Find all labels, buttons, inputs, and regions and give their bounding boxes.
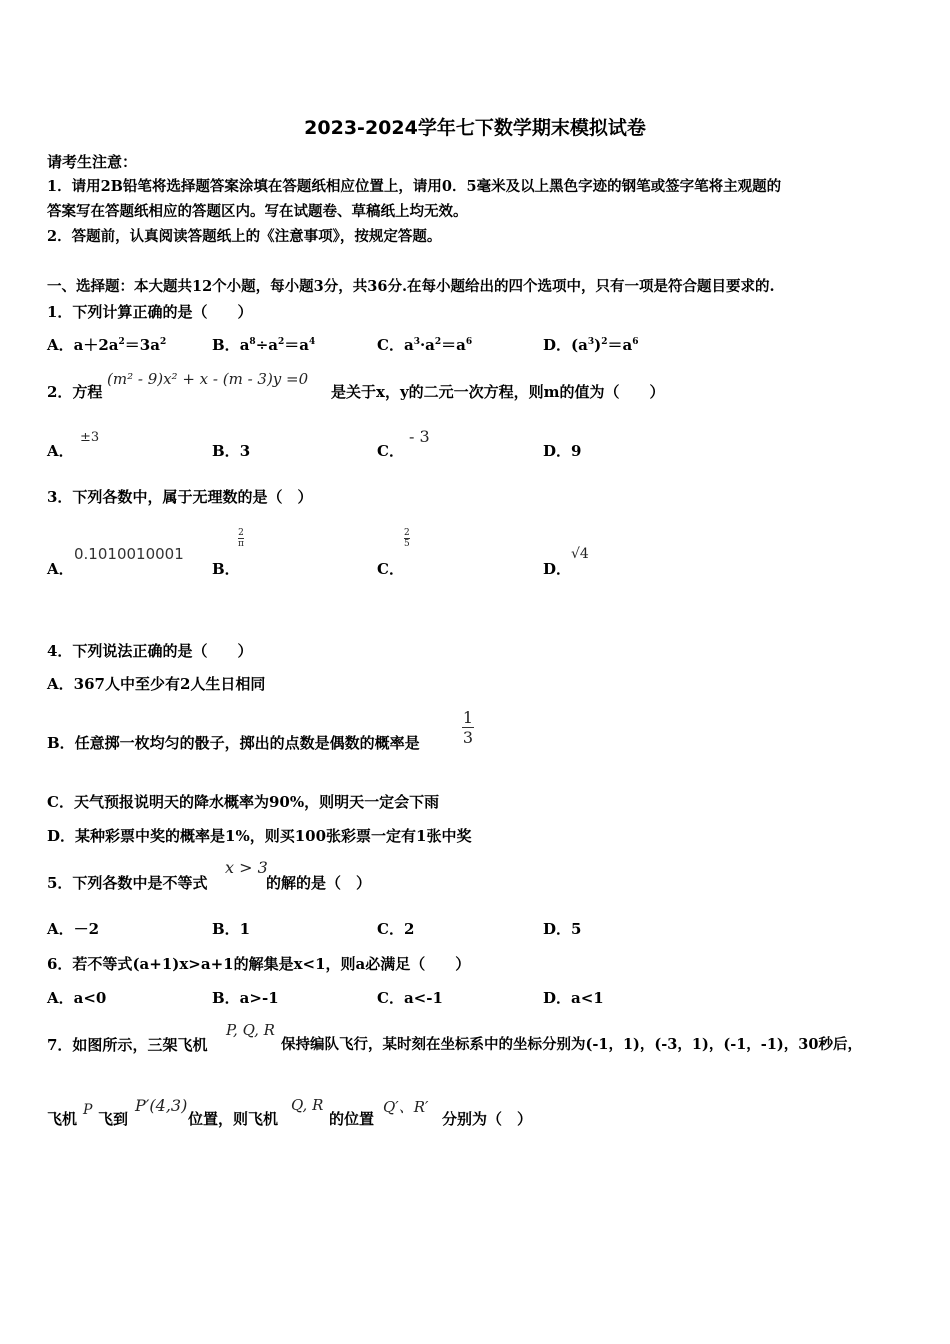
q2-option-a-label[interactable]: A． [47,442,74,460]
question-2-stem-post: 是关于x，y的二元一次方程，则m的值为（ ） [331,383,665,401]
q4-option-b-fraction [462,708,474,747]
q6-option-a[interactable]: A．a<0 [47,989,107,1007]
question-4-stem: 4．下列说法正确的是（ ） [47,642,253,660]
exponent: 6 [465,337,473,347]
option-label: D． [543,442,572,460]
notice-line-1a: 1．请用2B铅笔将选择题答案涂填在答题纸相应位置上，请用0．5毫米及以上黑色字迹的钢笔或签字笔将主观题的 [47,178,782,195]
q7-qr: Q, R [291,1096,324,1114]
q3-option-d-value: √4 [571,546,589,562]
option-text: a [403,336,414,354]
q5-option-c[interactable]: C．2 [377,920,415,938]
q5-option-b[interactable]: B．1 [212,920,251,938]
q2-option-c-value: - 3 [409,427,430,446]
q3-option-d-label[interactable]: D． [543,560,572,578]
q5-option-a[interactable]: A．－2 [47,920,100,938]
option-label: A． [47,336,74,354]
q7-p: P [83,1102,93,1118]
exponent: 2 [118,337,125,347]
option-text: 3 [239,442,251,460]
option-label: B． [212,442,240,460]
denominator: 3 [462,728,474,747]
option-text: 9 [571,442,582,460]
numerator: 1 [462,708,474,727]
q3-option-b-fraction [238,528,244,549]
section-heading: 一、选择题：本大题共12个小题，每小题3分，共36分.在每小题给出的四个选项中，只有一项是符合题目要求的. [47,278,775,295]
q3-option-b-label[interactable]: B． [212,560,240,578]
option-text: a [239,336,250,354]
question-3-stem: 3．下列各数中，属于无理数的是（ ） [47,488,313,506]
question-7-stem-pre: 7．如图所示，三架飞机 [47,1036,208,1054]
option-label: B． [212,336,240,354]
q2-option-b[interactable] [212,441,250,461]
page-title: 2023-2024学年七下数学期末模拟试卷 [304,117,646,139]
q7-qr-prime: Q′、R′ [383,1098,429,1116]
question-7-line2-d: 的位置 [329,1110,375,1128]
notice-line-1b: 答案写在答题纸相应的答题区内。写在试题卷、草稿纸上均无效。 [47,203,468,220]
q2-option-d[interactable] [543,441,581,461]
q4-option-a[interactable]: A．367人中至少有2人生日相同 [47,675,266,693]
question-7-line2-c: 位置，则飞机 [188,1110,279,1128]
option-text: a＋2a [73,336,119,354]
q7-p-prime: P′(4,3) [135,1096,188,1115]
q4-option-c[interactable]: C．天气预报说明天的降水概率为90%，则明天一定会下雨 [47,793,440,811]
denominator: 5 [404,539,410,549]
option-text: (a [571,336,588,354]
numerator: 2 [238,528,244,538]
question-5-stem-pre: 5．下列各数中是不等式 [47,874,208,892]
q5-inequality: x > 3 [225,858,268,877]
denominator: π [238,539,244,549]
exponent: 6 [632,337,639,347]
q2-option-c-label[interactable]: C． [377,442,404,460]
option-text: ÷a [255,336,278,354]
q1-option-a[interactable] [47,335,166,355]
exponent: 2 [277,337,285,347]
notice-line-2: 2．答题前，认真阅读答题纸上的《注意事项》，按规定答题。 [47,228,442,245]
q3-option-c-label[interactable]: C． [377,560,404,578]
question-1-stem: 1．下列计算正确的是（ ） [47,303,253,321]
question-5-stem-post: 的解的是（ ） [266,874,372,892]
question-7-line2-b: 飞到 [98,1110,129,1128]
q3-option-c-fraction [404,528,410,549]
q1-option-c[interactable] [377,335,472,355]
question-6-stem: 6．若不等式(a+1)x>a+1的解集是x<1，则a必满足（ ） [47,955,471,973]
q4-option-d[interactable]: D．某种彩票中奖的概率是1%，则买100张彩票一定有1张中奖 [47,827,472,845]
option-label: D． [543,336,572,354]
option-text: ＝a [607,336,633,354]
q5-option-d[interactable]: D．5 [543,920,582,938]
option-label: C． [377,336,404,354]
q6-option-b[interactable]: B．a>-1 [212,989,279,1007]
q3-option-a-value: 0.1010010001 [74,545,184,563]
option-text: ) [594,336,602,354]
q6-option-c[interactable]: C．a<-1 [377,989,443,1007]
question-7-line2-e: 分别为（ ） [442,1110,533,1128]
q4-option-b[interactable]: B．任意掷一枚均匀的骰子，掷出的点数是偶数的概率是 [47,734,420,752]
numerator: 2 [404,528,410,538]
q1-option-d[interactable] [543,335,638,355]
exponent: 8 [249,337,256,347]
exponent: 3 [587,337,595,347]
question-7-line2-a: 飞机 [47,1110,78,1128]
q3-option-a-label[interactable]: A． [47,560,74,578]
q2-option-a-value: ±3 [80,430,100,445]
exponent: 2 [434,337,442,347]
option-text: ＝a [441,336,466,354]
exponent: 3 [413,337,420,347]
exponent: 2 [159,337,167,347]
option-text: ·a [419,336,435,354]
exponent: 4 [308,337,316,347]
notice-heading: 请考生注意： [47,153,138,171]
exponent: 2 [601,337,608,347]
q7-pqr: P, Q, R [226,1021,275,1039]
question-7-stem-mid: 保持编队飞行，某时刻在坐标系中的坐标分别为(-1，1)，(-3，1)，(-1，-1)，30秒后， [281,1036,862,1053]
option-text: ＝3a [124,336,160,354]
q1-option-b[interactable] [212,335,315,355]
option-text: ＝a [284,336,309,354]
q6-option-d[interactable]: D．a<1 [543,989,604,1007]
question-2-stem-pre: 2．方程 [47,383,103,401]
q2-equation: (m² - 9)x² + x - (m - 3)y =0 [107,370,309,388]
